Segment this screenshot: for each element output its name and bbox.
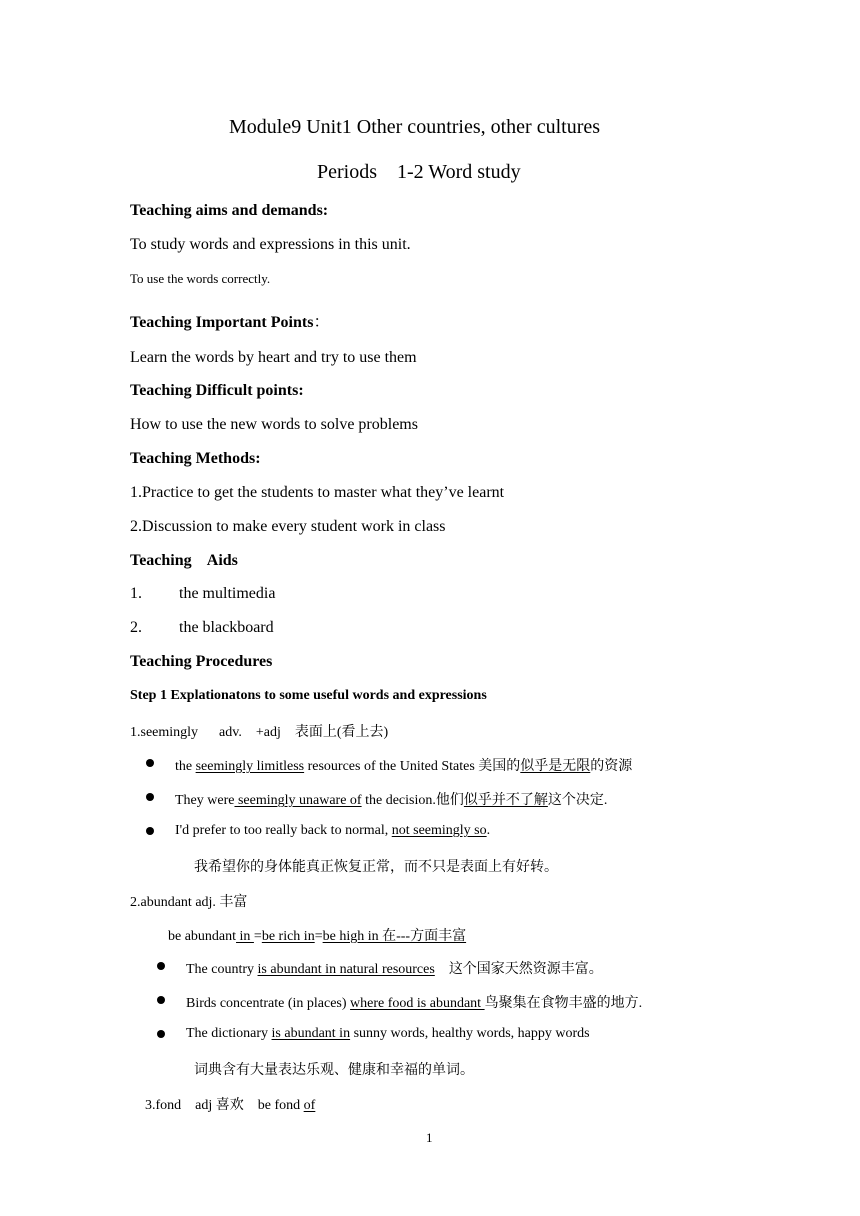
text-run: 这个决定.	[547, 793, 608, 808]
text-run: resources of the United States 美国的	[304, 759, 521, 774]
text-run: 这个国家天然资源丰富。	[434, 962, 603, 977]
text-run: the decision.他们	[361, 793, 464, 808]
word-2-example-3	[186, 1026, 590, 1042]
underlined-phrase: in	[236, 929, 254, 944]
text-run: I'd prefer to too really back to normal,	[175, 823, 392, 838]
text-run: =	[253, 929, 262, 944]
step1-heading: Step 1 Explationatons to some useful words and expressions	[130, 688, 487, 703]
underlined-phrase: not seemingly so	[391, 823, 487, 838]
aids-item-1: the multimedia	[179, 585, 276, 602]
text-run: the	[175, 759, 196, 774]
underlined-phrase: be high in 在---方面丰富	[322, 929, 467, 944]
underlined-phrase: is abundant in natural resources	[257, 962, 435, 977]
text-run: Birds concentrate (in places)	[186, 996, 351, 1011]
document-title: Module9 Unit1 Other countries, other cultures	[229, 116, 601, 138]
aims-line-2: To use the words correctly.	[130, 271, 271, 286]
underlined-phrase: be rich in	[261, 929, 315, 944]
aids-heading: Teaching Aids	[130, 552, 238, 569]
aids-num-2: 2.	[130, 619, 142, 636]
text-run: 的资源	[590, 759, 633, 774]
aids-num-1: 1.	[130, 585, 142, 602]
text-run: be abundant	[168, 929, 237, 944]
important-heading-colon: ：	[313, 312, 330, 331]
text-run: sunny words, healthy words, happy words	[350, 1026, 590, 1041]
text-run: 鸟聚集在食物丰盛的地方.	[484, 996, 643, 1011]
word-2-example-3-translation: 词典含有大量表达乐观、健康和幸福的单词。	[194, 1062, 474, 1078]
text-run: They were	[175, 793, 235, 808]
underlined-phrase: seemingly limitless	[195, 759, 305, 774]
aims-heading: Teaching aims and demands:	[130, 202, 329, 219]
procedures-heading: Teaching Procedures	[130, 653, 273, 670]
bullet-icon	[157, 962, 165, 970]
bullet-icon	[146, 759, 154, 767]
underlined-phrase: seemingly unaware of	[234, 793, 362, 808]
important-heading-text: Teaching Important Points	[130, 314, 314, 331]
page-number: 1	[426, 1130, 433, 1145]
word-1-example-3-translation: 我希望你的身体能真正恢复正常，而不只是表面上有好转。	[194, 859, 558, 875]
word-3-heading	[145, 1094, 315, 1114]
underlined-phrase: is abundant in	[271, 1026, 351, 1041]
methods-line-2: 2.Discussion to make every student work in class	[130, 518, 446, 535]
underlined-phrase: of	[303, 1098, 316, 1113]
methods-heading: Teaching Methods:	[130, 450, 261, 467]
document-subtitle: Periods 1-2 Word study	[317, 161, 521, 183]
important-heading	[130, 309, 329, 332]
underlined-phrase: 似乎是无限	[520, 759, 591, 774]
bullet-icon	[146, 793, 154, 801]
text-run: The country	[186, 962, 258, 977]
word-1-heading-text: 1.seemingly adv. +adj 表面上(看上去)	[130, 725, 389, 740]
word-2-heading: 2.abundant adj. 丰富	[130, 895, 248, 910]
text-run: 3.fond adj 喜欢 be fond	[145, 1098, 304, 1113]
methods-line-1: 1.Practice to get the students to master what they’ve learnt	[130, 484, 505, 501]
bullet-icon	[157, 1030, 165, 1038]
bullet-icon	[157, 996, 165, 1004]
underlined-phrase: 似乎并不了解	[463, 793, 548, 808]
word-1-example-2	[175, 789, 607, 809]
text-run: The dictionary	[186, 1026, 272, 1041]
word-1-example-3	[175, 823, 490, 839]
word-1-example-1	[175, 755, 632, 775]
text-run: .	[486, 823, 491, 838]
text-run: =	[314, 929, 323, 944]
word-1-heading	[130, 721, 388, 741]
word-2-example-1	[186, 958, 603, 978]
difficult-text: How to use the new words to solve problems	[130, 416, 418, 433]
word-2-example-2	[186, 992, 642, 1012]
difficult-heading: Teaching Difficult points:	[130, 382, 304, 399]
bullet-icon	[146, 827, 154, 835]
word-2-synonyms	[168, 925, 466, 945]
important-text: Learn the words by heart and try to use them	[130, 349, 417, 366]
underlined-phrase: where food is abundant	[350, 996, 485, 1011]
aids-item-2: the blackboard	[179, 619, 274, 636]
aims-line-1: To study words and expressions in this unit.	[130, 236, 411, 253]
